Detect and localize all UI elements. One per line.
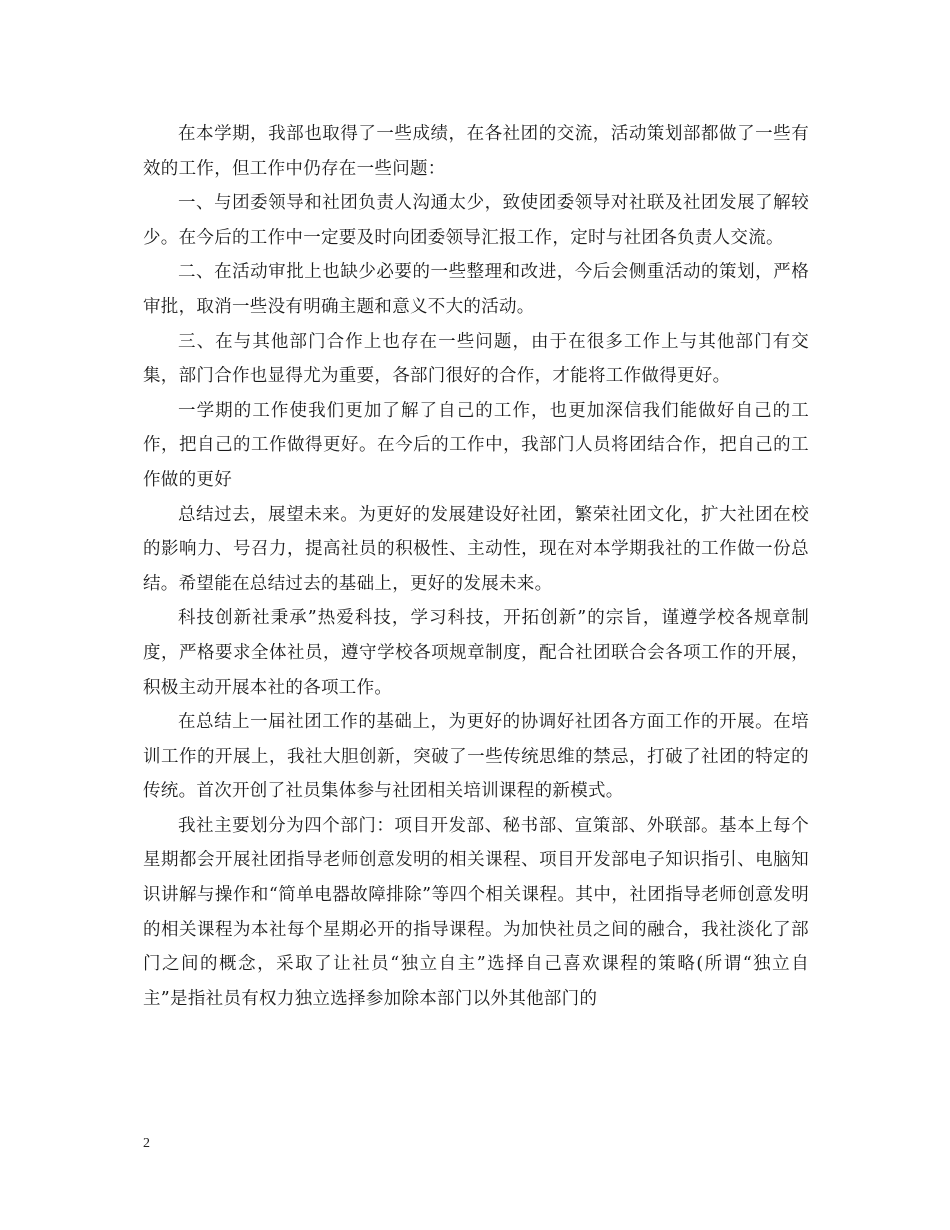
paragraph-4: 三、在与其他部门合作上也存在一些问题，由于在很多工作上与其他部门有交集，部门合作也显得尤为重要，各部门很好的合作，才能将工作做得更好。 <box>143 331 809 387</box>
paragraph-3: 二、在活动审批上也缺少必要的一些整理和改进，今后会侧重活动的策划，严格审批，取消一些没有明确主题和意义不大的活动。 <box>143 262 809 317</box>
paragraph-2: 一、与团委领导和社团负责人沟通太少，致使团委领导对社联及社团发展了解较少。在今后的工作中一定要及时向团委领导汇报工作，定时与社团各负责人交流。 <box>143 193 809 248</box>
paragraph-9: 我社主要划分为四个部门：项目开发部、秘书部、宣策部、外联部。基本上每个星期都会开展社团指导老师创意发明的相关课程、项目开发部电子知识指引、电脑知识讲解与操作和“简单电器故障排除”等四个相关课程。其中，社团指导老师创意发明的相关课程为本社每个星期必开的指导课程。为加快社员之间的融合，我社淡化了部门之间的概念，采取了让社员“独立自主”选择自己喜欢课程的策略(所谓“独立自主”是指社员有权力独立选择参加除本部门以外其他部门的 <box>143 815 809 1009</box>
paragraph-7: 科技创新社秉承”热爱科技，学习科技，开拓创新”的宗旨，谨遵学校各规章制度，严格要求全体社员，遵守学校各项规章制度，配合社团联合会各项工作的开展，积极主动开展本社的各项工作。 <box>143 608 809 698</box>
document-body <box>143 117 809 1016</box>
paragraph-1: 在本学期，我部也取得了一些成绩，在各社团的交流，活动策划部都做了一些有效的工作，但工作中仍存在一些问题： <box>143 124 809 179</box>
paragraph-6: 总结过去，展望未来。为更好的发展建设好社团，繁荣社团文化，扩大社团在校的影响力、号召力，提高社员的积极性、主动性，现在对本学期我社的工作做一份总结。希望能在总结过去的基础上，更好的发展未来。 <box>143 504 809 594</box>
paragraph-8: 在总结上一届社团工作的基础上，为更好的协调好社团各方面工作的开展。在培训工作的开展上，我社大胆创新，突破了一些传统思维的禁忌，打破了社团的特定的传统。首次开创了社员集体参与社团相关培训课程的新模式。 <box>143 712 809 802</box>
page-number: 2 <box>143 1136 150 1151</box>
paragraph-5: 一学期的工作使我们更加了解了自己的工作，也更加深信我们能做好自己的工作，把自己的工作做得更好。在今后的工作中，我部门人员将团结合作，把自己的工作做的更好 <box>143 400 809 490</box>
